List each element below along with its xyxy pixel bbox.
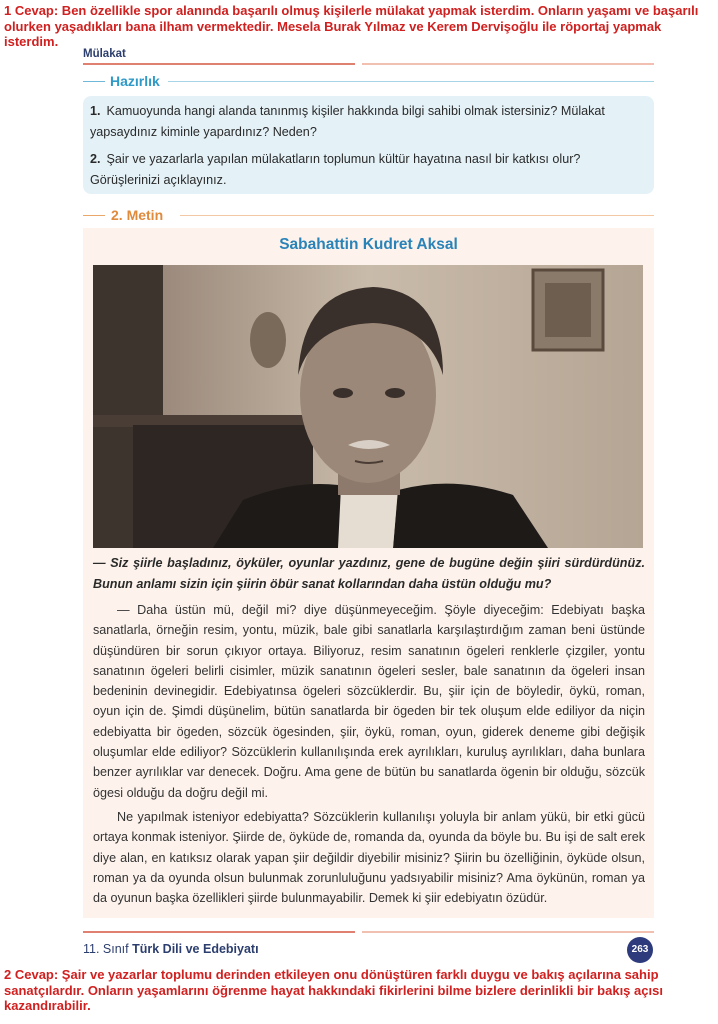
page-number-badge: 263 <box>627 937 653 963</box>
question-text: Şair ve yazarlarla yapılan mülakatların toplumun kültür hayatına nasıl bir katkısı olur? Görüşlerinizi açıklayınız. <box>90 152 581 187</box>
answer-2-note: 2 Cevap: Şair ve yazarlar toplumu derinden etkileyen onu dönüştüren farklı duygu ve bakış açılarına sahip sanatçılardır. Onların yaşamlarını öğrenme hayat hakkındaki fikirlerini bilme bizlere derinlikli bir bakış açısı kazandırabilir. <box>4 967 663 1013</box>
portrait-photo <box>93 265 643 548</box>
answer-paragraph: — Daha üstün mü, değil mi? diye düşünmeyeceğim. Şöyle diyeceğim: Edebiyatı başka sanatlarla, örneğin resim, yontu, müzik, bale gibi sanatlarla karşılaştırdığım zaman beni üstünde düşündüren bir sorun çıkıyor ortaya. Biliyoruz, resim sanatının ögeleri renklerle çizgiler, yontu sanatının ögeleri belirli cisimler, müzik sanatının ögeleri sesler, bale sanatının da ögeleri insan bedeninin devinegidir. Edebiyatınsa ögeleri sözcüklerdir. Bu, şiir için de böyledir, öykü, roman, oyun için de. Şimdi düşünelim, bütün sanatlarda bir ögeden bir tek oluşum elde ediliyor da niçin edebiyatta bir ögeden, sözcük ögesinden, şiir, öykü, roman, oyun, giderek deneme gibi değişik oluşumlar elde ediliyor? Sözcüklerin kullanılışında erek ayrılıkları, kuruluş ayrılıkları, daha bunlara benzer ayrılıklar var denecek. Doğru. Ama gene de bütün bu sanatlarda ögenin bir olduğu, sözcük ögesi olduğu da doğru değil mi. <box>93 603 645 800</box>
text-section-rule-right <box>180 215 654 216</box>
answer-1-note: 1 Cevap: Ben özellikle spor alanında başarılı olmuş kişilerle mülakat yapmak isterdim. Onların yaşamı ve başarılı olurken yaşadıkları bana ilham vermektedir. Mesela Burak Yılmaz ve Kerem Dervişoğlu ile röportaj yapmak isterdim. <box>4 3 699 49</box>
text-section-title: 2. Metin <box>111 207 164 223</box>
footer-subject: Türk Dili ve Edebiyatı <box>132 942 259 956</box>
preparation-rule-left <box>83 81 105 82</box>
text-section-rule-left <box>83 215 105 216</box>
unit-label: Mülakat <box>83 48 126 60</box>
question-number: 2. <box>90 152 101 166</box>
poet-name: Sabahattin Kudret Aksal <box>279 236 458 253</box>
preparation-title: Hazırlık <box>110 73 160 89</box>
preparation-rule-right <box>168 81 654 82</box>
footer-grade: 11. Sınıf <box>83 942 129 956</box>
top-divider-left <box>83 63 355 65</box>
footer-course <box>83 942 259 956</box>
question-number: 1. <box>90 104 101 118</box>
top-divider-right <box>362 63 654 65</box>
bottom-divider-left <box>83 931 355 933</box>
bottom-divider-right <box>362 931 654 933</box>
preparation-question-1 <box>90 101 646 143</box>
interview-question: — Siz şiirle başladınız, öyküler, oyunlar yazdınız, gene de bugüne değin şiiri sürdürdünüz. Bunun anlamı sizin için şiirin öbür sanat kollarından daha üstün olduğu mu? <box>93 556 645 591</box>
answer-paragraph: Ne yapılmak isteniyor edebiyatta? Sözcüklerin kullanılışı yoluyla bir anlam yükü, bir etki gücü ortaya konmak isteniyor. Şiirde de, öyküde de, romanda da, oyunda da böyle bu. Bu işi de salt erek diye alan, en katıksız olarak yapan şiir değildir diyebilir misiniz? Şiirin bu özelliğinin, öyküde olsun, roman ya da oyunda olsun bulunmak zorunluluğunu yadsıyabilir misiniz? Ama öykünün, roman ya da oyunun başka özellikleri şiirde bulunmayabilir. Demek ki şiir edebiyatın özüdür. <box>93 810 645 906</box>
question-text: Kamuoyunda hangi alanda tanınmış kişiler hakkında bilgi sahibi olmak istersiniz? Mülakat yapsaydınız kiminle yapardınız? Neden? <box>90 104 605 139</box>
portrait-photo-illustration <box>93 265 643 548</box>
preparation-question-2 <box>90 149 646 191</box>
